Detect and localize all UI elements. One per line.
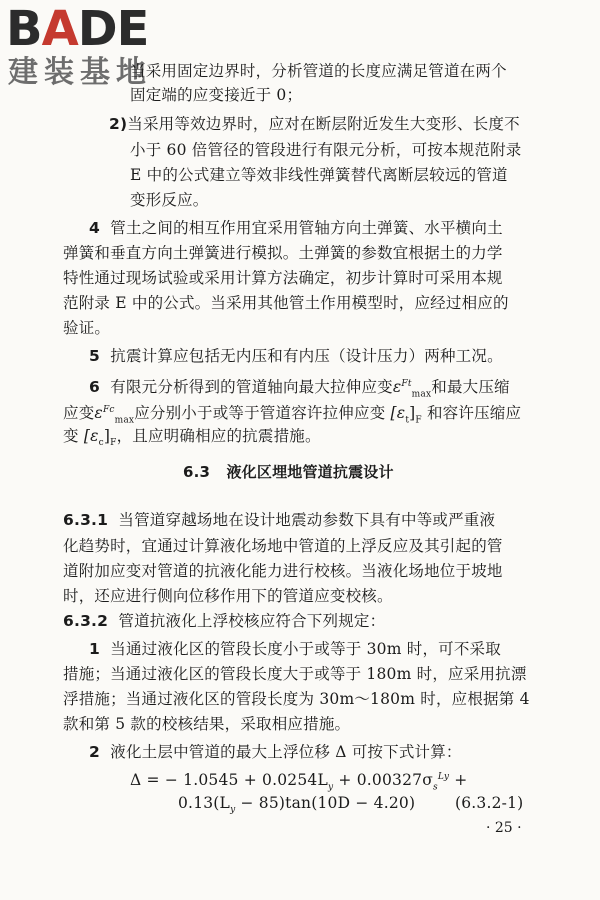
text-line: 弹簧和垂直方向土弹簧进行模拟。土弹簧的参数宜根据土的力学 (63, 244, 503, 262)
text-line: 6.3.2 管道抗液化上浮校核应符合下列规定： (63, 612, 386, 630)
text-line: 范附录 E 中的公式。当采用其他管土作用模型时，应经过相应的 (63, 294, 509, 312)
text-line: 变 $[\varepsilon_c]_F$，且应明确相应的抗震措施。 (63, 427, 321, 449)
text-line: 1 当通过液化区的管段长度小于或等于 30m 时，可不采取 (89, 640, 501, 658)
text-line: 应变$\varepsilon^{Fc}_{max}$应分别小于或等于管道容许拉伸应变 $[\varepsilon_t]_F$ 和容许压缩应 (63, 404, 522, 426)
text-line: 化趋势时，宜通过计算液化场地中管道的上浮反应及其引起的管 (63, 537, 503, 555)
equation-line: $0.13(L_y - 85)\tan(10D - 4.20)$ (178, 794, 416, 816)
text-line: 2 液化土层中管道的最大上浮位移 Δ 可按下式计算： (89, 743, 462, 761)
text-line: E 中的公式建立等效非线性弹簧替代离断层较远的管道 (130, 166, 508, 184)
equation-number: (6.3.2-1) (455, 794, 524, 812)
text-line: 2)当采用等效边界时，应对在断层附近发生大变形、长度不 (109, 115, 520, 133)
logo-wordmark: BADE (6, 1, 149, 57)
text-line: 特性通过现场试验或采用计算方法确定，初步计算时可采用本规 (63, 269, 503, 287)
text-line: 当采用固定边界时，分析管道的长度应满足管道在两个 (130, 62, 507, 80)
text-line: 道附加应变对管道的抗液化能力进行校核。当液化场地位于坡地 (63, 562, 503, 580)
text-line: 4 管土之间的相互作用宜采用管轴方向土弹簧、水平横向土 (89, 219, 503, 237)
text-line: 验证。 (63, 319, 111, 337)
text-line: 6 有限元分析得到的管道轴向最大拉伸应变$\varepsilon^{Ft}_{max}$和最大压缩 (89, 378, 510, 400)
section-heading: 6.3 液化区埋地管道抗震设计 (183, 463, 394, 481)
equation-line: Δ = − $1.0545 + 0.0254L_y + 0.00327\sigma_s^{Ly}$ + (130, 771, 468, 793)
logo-subtitle: 建装基地 (8, 55, 152, 90)
text-line: 款和第 5 款的校核结果，采取相应措施。 (63, 715, 351, 733)
text-line: 浮措施；当通过液化区的管段长度为 30m～180m 时，应根据第 4 (63, 690, 530, 708)
text-line: 变形反应。 (130, 191, 209, 209)
text-line: 措施；当通过液化区的管段长度大于或等于 180m 时，应采用抗漂 (63, 665, 527, 683)
text-line: 5 抗震计算应包括无内压和有内压（设计压力）两种工况。 (89, 347, 503, 365)
text-line: 时，还应进行侧向位移作用下的管道应变校核。 (63, 587, 393, 605)
text-line: 固定端的应变接近于 0； (130, 86, 303, 104)
text-line: 小于 60 倍管径的管段进行有限元分析，可按本规范附录 (130, 141, 522, 159)
text-line: 6.3.1 当管道穿越场地在设计地震动参数下具有中等或严重液 (63, 511, 496, 529)
page-number: · 25 · (486, 820, 522, 836)
